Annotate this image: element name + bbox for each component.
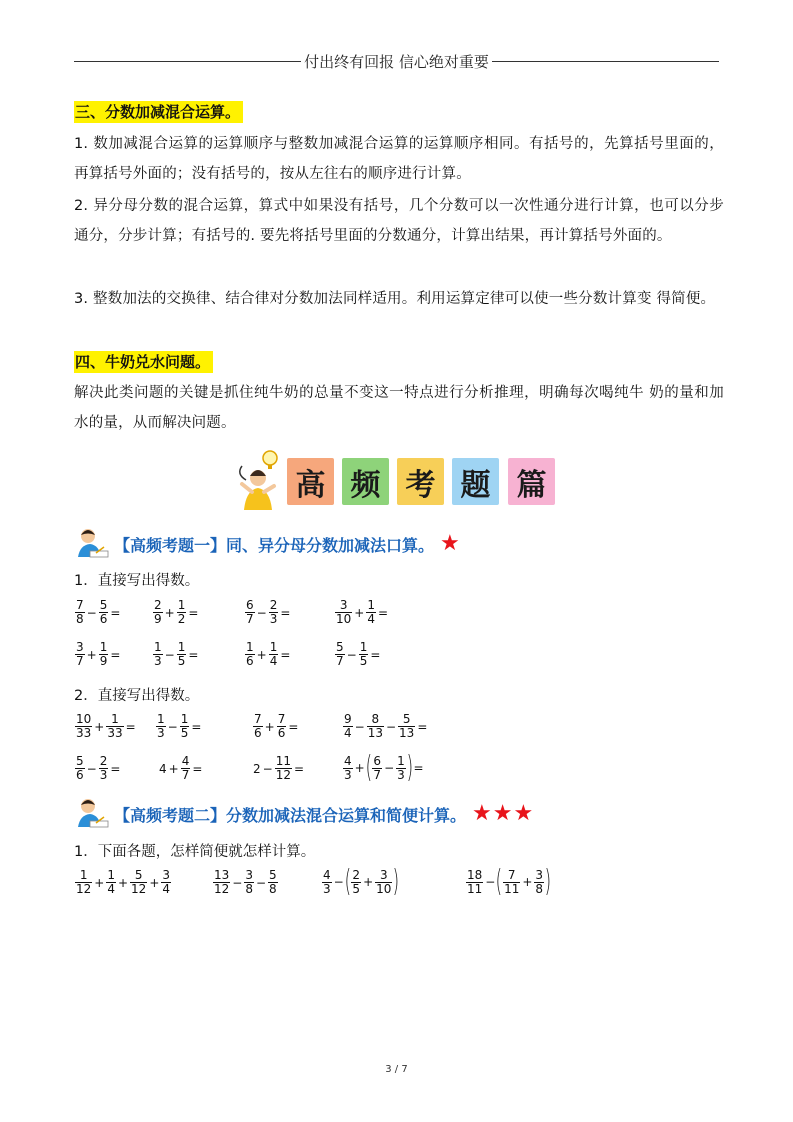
expr-t1q1-8: $\frac{5}{7}$ − $\frac{1}{5}$ = — [336, 640, 381, 668]
expr-t2q1-4: $\frac{18}{11}$ − ( $\frac{7}{11}$ + $\frac{3}{8}$ ) — [467, 864, 552, 899]
expr-t1q1-2: $\frac{2}{9}$ + $\frac{1}{2}$ = — [154, 598, 199, 626]
expr-t1q1-6: $\frac{1}{3}$ − $\frac{1}{5}$ = — [154, 640, 199, 668]
expr-t2q1-2: $\frac{13}{12}$ − $\frac{3}{8}$ − $\frac{5}{8}$ — [214, 868, 277, 896]
section3-paragraph-2: 2. 异分母分数的混合运算，算式中如果没有括号，几个分数可以一次性通分进行计算，也可以分步通分，分步计算；有括号的. 要先将括号里面的分数通分，计算出结果，再计算括号外面的。 — [74, 198, 724, 244]
expr-t1q2-6: 4 + $\frac{4}{7}$ = — [159, 754, 203, 782]
expr-t1q2-3: $\frac{7}{6}$ + $\frac{7}{6}$ = — [254, 712, 299, 740]
banner-char-2: 频 — [342, 458, 389, 505]
star-icon: ★ — [492, 801, 513, 826]
topic2-question1-label: 1．下面各题，怎样简便就怎样计算。 — [74, 844, 316, 860]
student-writing-icon — [74, 527, 110, 561]
star-icon: ★ — [472, 801, 492, 826]
section3-heading: 三、分数加减混合运算。 — [74, 101, 243, 123]
student-writing-icon — [74, 797, 110, 831]
expr-t1q1-1: $\frac{7}{8}$ − $\frac{5}{6}$ = — [76, 598, 121, 626]
topic1-difficulty-stars — [440, 533, 461, 555]
expr-t1q2-5: $\frac{5}{6}$ − $\frac{2}{3}$ = — [76, 754, 121, 782]
header-slogan: 付出终有回报 信心绝对重要 — [304, 52, 489, 71]
star-icon: ★ — [513, 801, 534, 826]
expr-t1q1-3: $\frac{6}{7}$ − $\frac{2}{3}$ = — [246, 598, 291, 626]
topic1-question1-label: 1．直接写出得数。 — [74, 573, 200, 589]
topic2-difficulty-stars — [472, 803, 534, 825]
header-rule-right — [492, 61, 719, 62]
topic1-title: 【高频考题一】同、异分母分数加减法口算。 — [114, 535, 435, 555]
expr-t1q1-7: $\frac{1}{6}$ + $\frac{1}{4}$ = — [246, 640, 291, 668]
expr-t2q1-1: $\frac{1}{12}$ + $\frac{1}{4}$ + $\frac{5}{12}$ + $\frac{3}{4}$ — [76, 868, 171, 896]
topic2-heading — [74, 797, 534, 831]
expr-t1q2-7: 2 − $\frac{11}{12}$ = — [253, 754, 305, 782]
header-rule-left — [74, 61, 301, 62]
expr-t1q1-5: $\frac{3}{7}$ + $\frac{1}{9}$ = — [76, 640, 121, 668]
expr-t1q2-2: $\frac{1}{3}$ − $\frac{1}{5}$ = — [157, 712, 202, 740]
expr-t1q1-4: $\frac{3}{10}$ + $\frac{1}{4}$ = — [336, 598, 389, 626]
expr-t2q1-3: $\frac{4}{3}$ − ( $\frac{2}{5}$ + $\frac{3}{10}$ ) — [323, 864, 400, 899]
section3-paragraph-1: 1. 数加减混合运算的运算顺序与整数加减混合运算的运算顺序相同。有括号的，先算括号里面的，再算括号外面的；没有括号的，按从左往右的顺序进行计算。 — [74, 136, 724, 182]
expr-t1q2-1: $\frac{10}{33}$ + $\frac{1}{33}$ = — [76, 712, 136, 740]
banner-char-3: 考 — [397, 458, 444, 505]
section3-paragraph-3: 3. 整数加法的交换律、结合律对分数加法同样适用。利用运算定律可以使一些分数计算变 得简便。 — [74, 291, 716, 307]
section4-heading: 四、牛奶兑水问题。 — [74, 351, 213, 373]
page-number: 3 / 7 — [385, 1064, 408, 1075]
topic1-heading — [74, 527, 461, 561]
banner-char-4: 题 — [452, 458, 499, 505]
banner-char-1: 高 — [287, 458, 334, 505]
thinking-person-icon — [228, 448, 284, 512]
banner-char-5: 篇 — [508, 458, 555, 505]
expr-t1q2-8: $\frac{4}{3}$ + ( $\frac{6}{7}$ − $\frac{1}{3}$ ) = — [344, 750, 424, 785]
frequent-exam-banner — [228, 448, 568, 512]
section4-paragraph: 解决此类问题的关键是抓住纯牛奶的总量不变这一特点进行分析推理，明确每次喝纯牛 奶的量和加水的量，从而解决问题。 — [74, 385, 724, 431]
page-header — [74, 50, 719, 72]
star-icon: ★ — [440, 531, 460, 556]
expr-t1q2-4: $\frac{9}{4}$ − $\frac{8}{13}$ − $\frac{5}{13}$ = — [344, 712, 428, 740]
topic1-question2-label: 2．直接写出得数。 — [74, 688, 200, 704]
topic2-title: 【高频考题二】分数加减法混合运算和简便计算。 — [114, 805, 467, 825]
